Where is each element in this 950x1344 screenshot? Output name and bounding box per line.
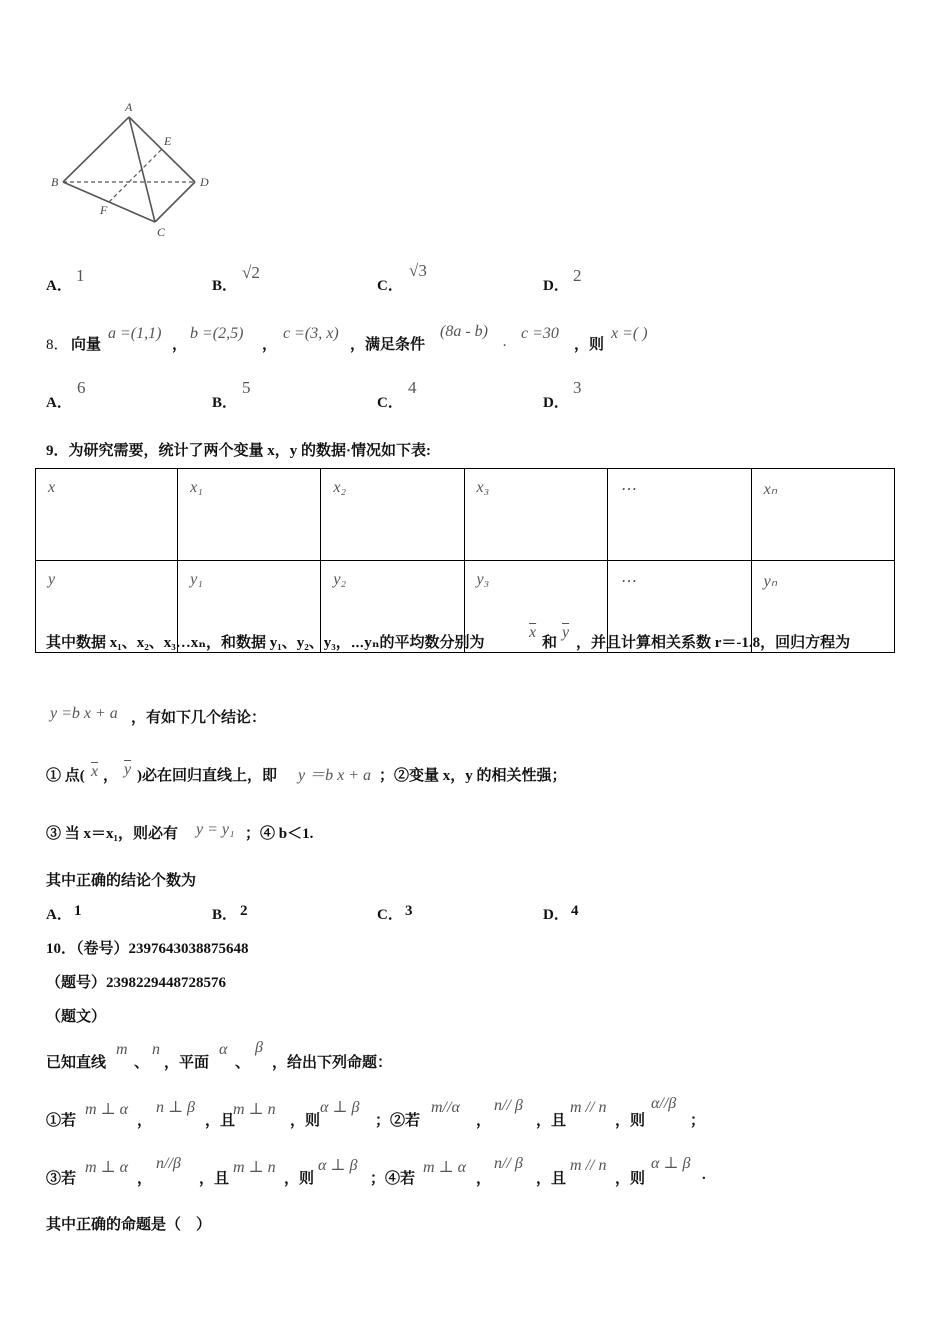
q10-p3-1: m ⊥ α: [85, 1159, 128, 1176]
table-cell: yₙ: [751, 561, 894, 653]
table-cell: x₃: [464, 469, 607, 561]
table-cell: y₂: [321, 561, 464, 653]
q10-p1-8: ；②若: [375, 1113, 421, 1129]
q9-opt-d-letter: D．: [543, 907, 569, 923]
q10-p1-14: ，则: [615, 1113, 646, 1129]
q10-p1-13: m // n: [570, 1099, 607, 1116]
label-C: C: [157, 225, 166, 239]
q9-line2: ，有如下几个结论：: [131, 710, 267, 726]
q9-c3-b: ；④ b＜1.: [245, 826, 314, 842]
q9-c1-d: ；②变量 x，y 的相关性强；: [379, 768, 567, 784]
edge-AB: [63, 117, 129, 182]
q8-condition-2: c =30: [521, 325, 559, 342]
q10-p1-7: α ⊥ β: [320, 1099, 360, 1116]
q10-p1-2: ，: [137, 1113, 153, 1129]
q10-p3-4: ，且: [199, 1171, 230, 1187]
q9-opt-c-letter: C．: [377, 907, 403, 923]
label-F: F: [100, 203, 108, 217]
q10-p3-6: ，则: [284, 1171, 315, 1187]
q10-p3-3: n//β: [156, 1155, 181, 1172]
q10-p1-5: m ⊥ n: [233, 1101, 276, 1118]
q10-p1-4: ，且: [205, 1113, 236, 1129]
q8-opt-c-letter: C．: [377, 395, 403, 411]
q10-p1-3: n ⊥ β: [156, 1099, 196, 1116]
q10-p3-7: α ⊥ β: [318, 1157, 358, 1174]
q8-opt-a-value: 6: [77, 378, 86, 397]
q8-ask: x =( ): [611, 325, 648, 342]
q10-p3-2: ，: [137, 1171, 153, 1187]
q8-condition-1: (8a - b): [440, 323, 488, 340]
edge-AC: [129, 117, 155, 222]
q10-p3-10: ，: [476, 1171, 492, 1187]
q10-p1-16: ；: [690, 1113, 706, 1129]
table-cell: xₙ: [751, 469, 894, 561]
q9-ybar: $\overline{y}$: [562, 624, 570, 641]
tetrahedron-figure: [45, 95, 225, 245]
q9-stem: 9．为研究需要，统计了两个变量 x，y 的数据·情况如下表:: [46, 443, 431, 459]
q8-opt-b-value: 5: [242, 378, 251, 397]
q10-p1-6: ，则: [290, 1113, 321, 1129]
table-cell: y₃: [464, 561, 607, 653]
q10-p1-10: ，: [476, 1113, 492, 1129]
q10-p3-15: α ⊥ β: [651, 1155, 691, 1172]
label-B: B: [51, 175, 59, 189]
q8-vector-c: c =(3, x): [283, 325, 339, 342]
q9-opt-a-value: 1: [74, 903, 82, 919]
q7-opt-a-value: 1: [76, 266, 85, 285]
q10-dun: 、: [134, 1055, 150, 1071]
q8-number: 8．: [46, 337, 69, 353]
q9-c3-a: ③ 当 x＝x₁，则必有: [46, 826, 178, 842]
q8-opt-a-letter: A．: [46, 395, 72, 411]
segment-EF: [109, 149, 162, 202]
q9-opt-d-value: 4: [571, 903, 579, 919]
table-cell: x: [36, 469, 178, 561]
q7-opt-a-letter: A．: [46, 278, 72, 294]
table-row-x: [36, 469, 895, 561]
edge-CD: [155, 182, 195, 222]
q8-dot: .: [503, 333, 507, 350]
q8-opt-b-letter: B．: [212, 395, 238, 411]
q10-p1-11: n// β: [494, 1097, 523, 1114]
q7-opt-b-letter: B．: [212, 278, 238, 294]
q9-and: 和: [542, 635, 558, 651]
q10-p1-12: ，且: [536, 1113, 567, 1129]
q10-p3-11: n// β: [494, 1155, 523, 1172]
q9-c1-eq: y ＝b x + a: [298, 767, 372, 784]
q10-p3-14: ，则: [615, 1171, 646, 1187]
q9-c1-b: ，: [103, 768, 119, 784]
q10-p1-0: ①若: [46, 1113, 77, 1129]
q9-opt-c-value: 3: [405, 903, 413, 919]
q10-paper-id: 10．（卷号）2397643038875648: [46, 941, 249, 957]
q9-regression-eq: y =b x + a: [50, 705, 118, 722]
table-cell: ⋯: [607, 469, 751, 561]
q8-sep-2: ，: [262, 337, 278, 353]
table-cell: y: [36, 561, 178, 653]
q10-n: n: [152, 1041, 160, 1058]
q10-alpha: α: [219, 1041, 228, 1058]
q7-opt-c-letter: C．: [377, 278, 403, 294]
q9-c1-ybar: $\overline{y}$: [124, 761, 132, 778]
q9-xbar: $\overline{x}$: [529, 624, 537, 641]
q8-vector-a: a =(1,1): [108, 325, 162, 342]
q7-opt-b-value: √2: [242, 263, 260, 282]
q10-p1-9: m//α: [431, 1099, 460, 1116]
table-cell: y₁: [178, 561, 321, 653]
q8-opt-d-value: 3: [573, 378, 582, 397]
table-cell: x₂: [321, 469, 464, 561]
q10-s3: ，给出下列命题：: [272, 1055, 393, 1071]
q8-text-2: ，满足条件: [350, 337, 426, 353]
q8-opt-d-letter: D．: [543, 395, 569, 411]
q10-question-id: （题号）2398229448728576: [46, 975, 227, 991]
label-E: E: [164, 134, 172, 148]
q9-c1-a: ① 点(: [46, 768, 85, 784]
q10-p1-1: m ⊥ α: [85, 1101, 128, 1118]
q9-c1-c: )必在回归直线上，即: [137, 768, 277, 784]
q10-ask: 其中正确的命题是（ ）: [46, 1217, 212, 1233]
q8-vector-b: b =(2,5): [190, 325, 244, 342]
q9-ask: 其中正确的结论个数为: [46, 873, 197, 889]
q10-beta: β: [255, 1039, 263, 1056]
q8-opt-c-value: 4: [408, 378, 417, 397]
q10-p3-9: m ⊥ α: [423, 1159, 466, 1176]
q9-c1-xbar: $\overline{x}$: [91, 763, 99, 780]
q9-line1-a: 其中数据 x₁、x₂、x₃…xₙ，和数据 y₁、y₂、y₃，⋯yₙ的平均数分别为: [46, 635, 485, 651]
q7-opt-d-letter: D．: [543, 278, 569, 294]
q9-opt-b-letter: B．: [212, 907, 238, 923]
q8-text-1: 向量: [71, 337, 102, 353]
q9-data-table: [35, 468, 895, 653]
q9-line1-b: ，并且计算相关系数 r＝-1.8，回归方程为: [576, 635, 851, 651]
q10-s2: ，平面: [164, 1055, 210, 1071]
q7-opt-d-value: 2: [573, 266, 582, 285]
q10-p3-16: .: [702, 1167, 706, 1183]
q9-c3-eq: y = y₁: [196, 821, 235, 838]
q10-p3-12: ，且: [536, 1171, 567, 1187]
q10-m: m: [116, 1041, 128, 1058]
q10-p3-0: ③若: [46, 1171, 77, 1187]
q10-dun2: 、: [235, 1055, 251, 1071]
q10-p3-5: m ⊥ n: [233, 1159, 276, 1176]
q10-p1-15: α//β: [651, 1095, 677, 1112]
q8-text-3: ，则: [574, 337, 605, 353]
q10-p3-8: ；④若: [370, 1171, 416, 1187]
q7-opt-c-value: √3: [409, 261, 427, 280]
label-A: A: [125, 100, 133, 114]
q9-opt-a-letter: A．: [46, 907, 72, 923]
q10-p3-13: m // n: [570, 1157, 607, 1174]
q10-text-label: （题文）: [46, 1009, 107, 1025]
table-cell: ⋯: [607, 561, 751, 653]
q10-s1: 已知直线: [46, 1055, 107, 1071]
q8-sep-1: ，: [172, 337, 188, 353]
q9-opt-b-value: 2: [240, 903, 248, 919]
label-D: D: [200, 175, 209, 189]
table-cell: x₁: [178, 469, 321, 561]
